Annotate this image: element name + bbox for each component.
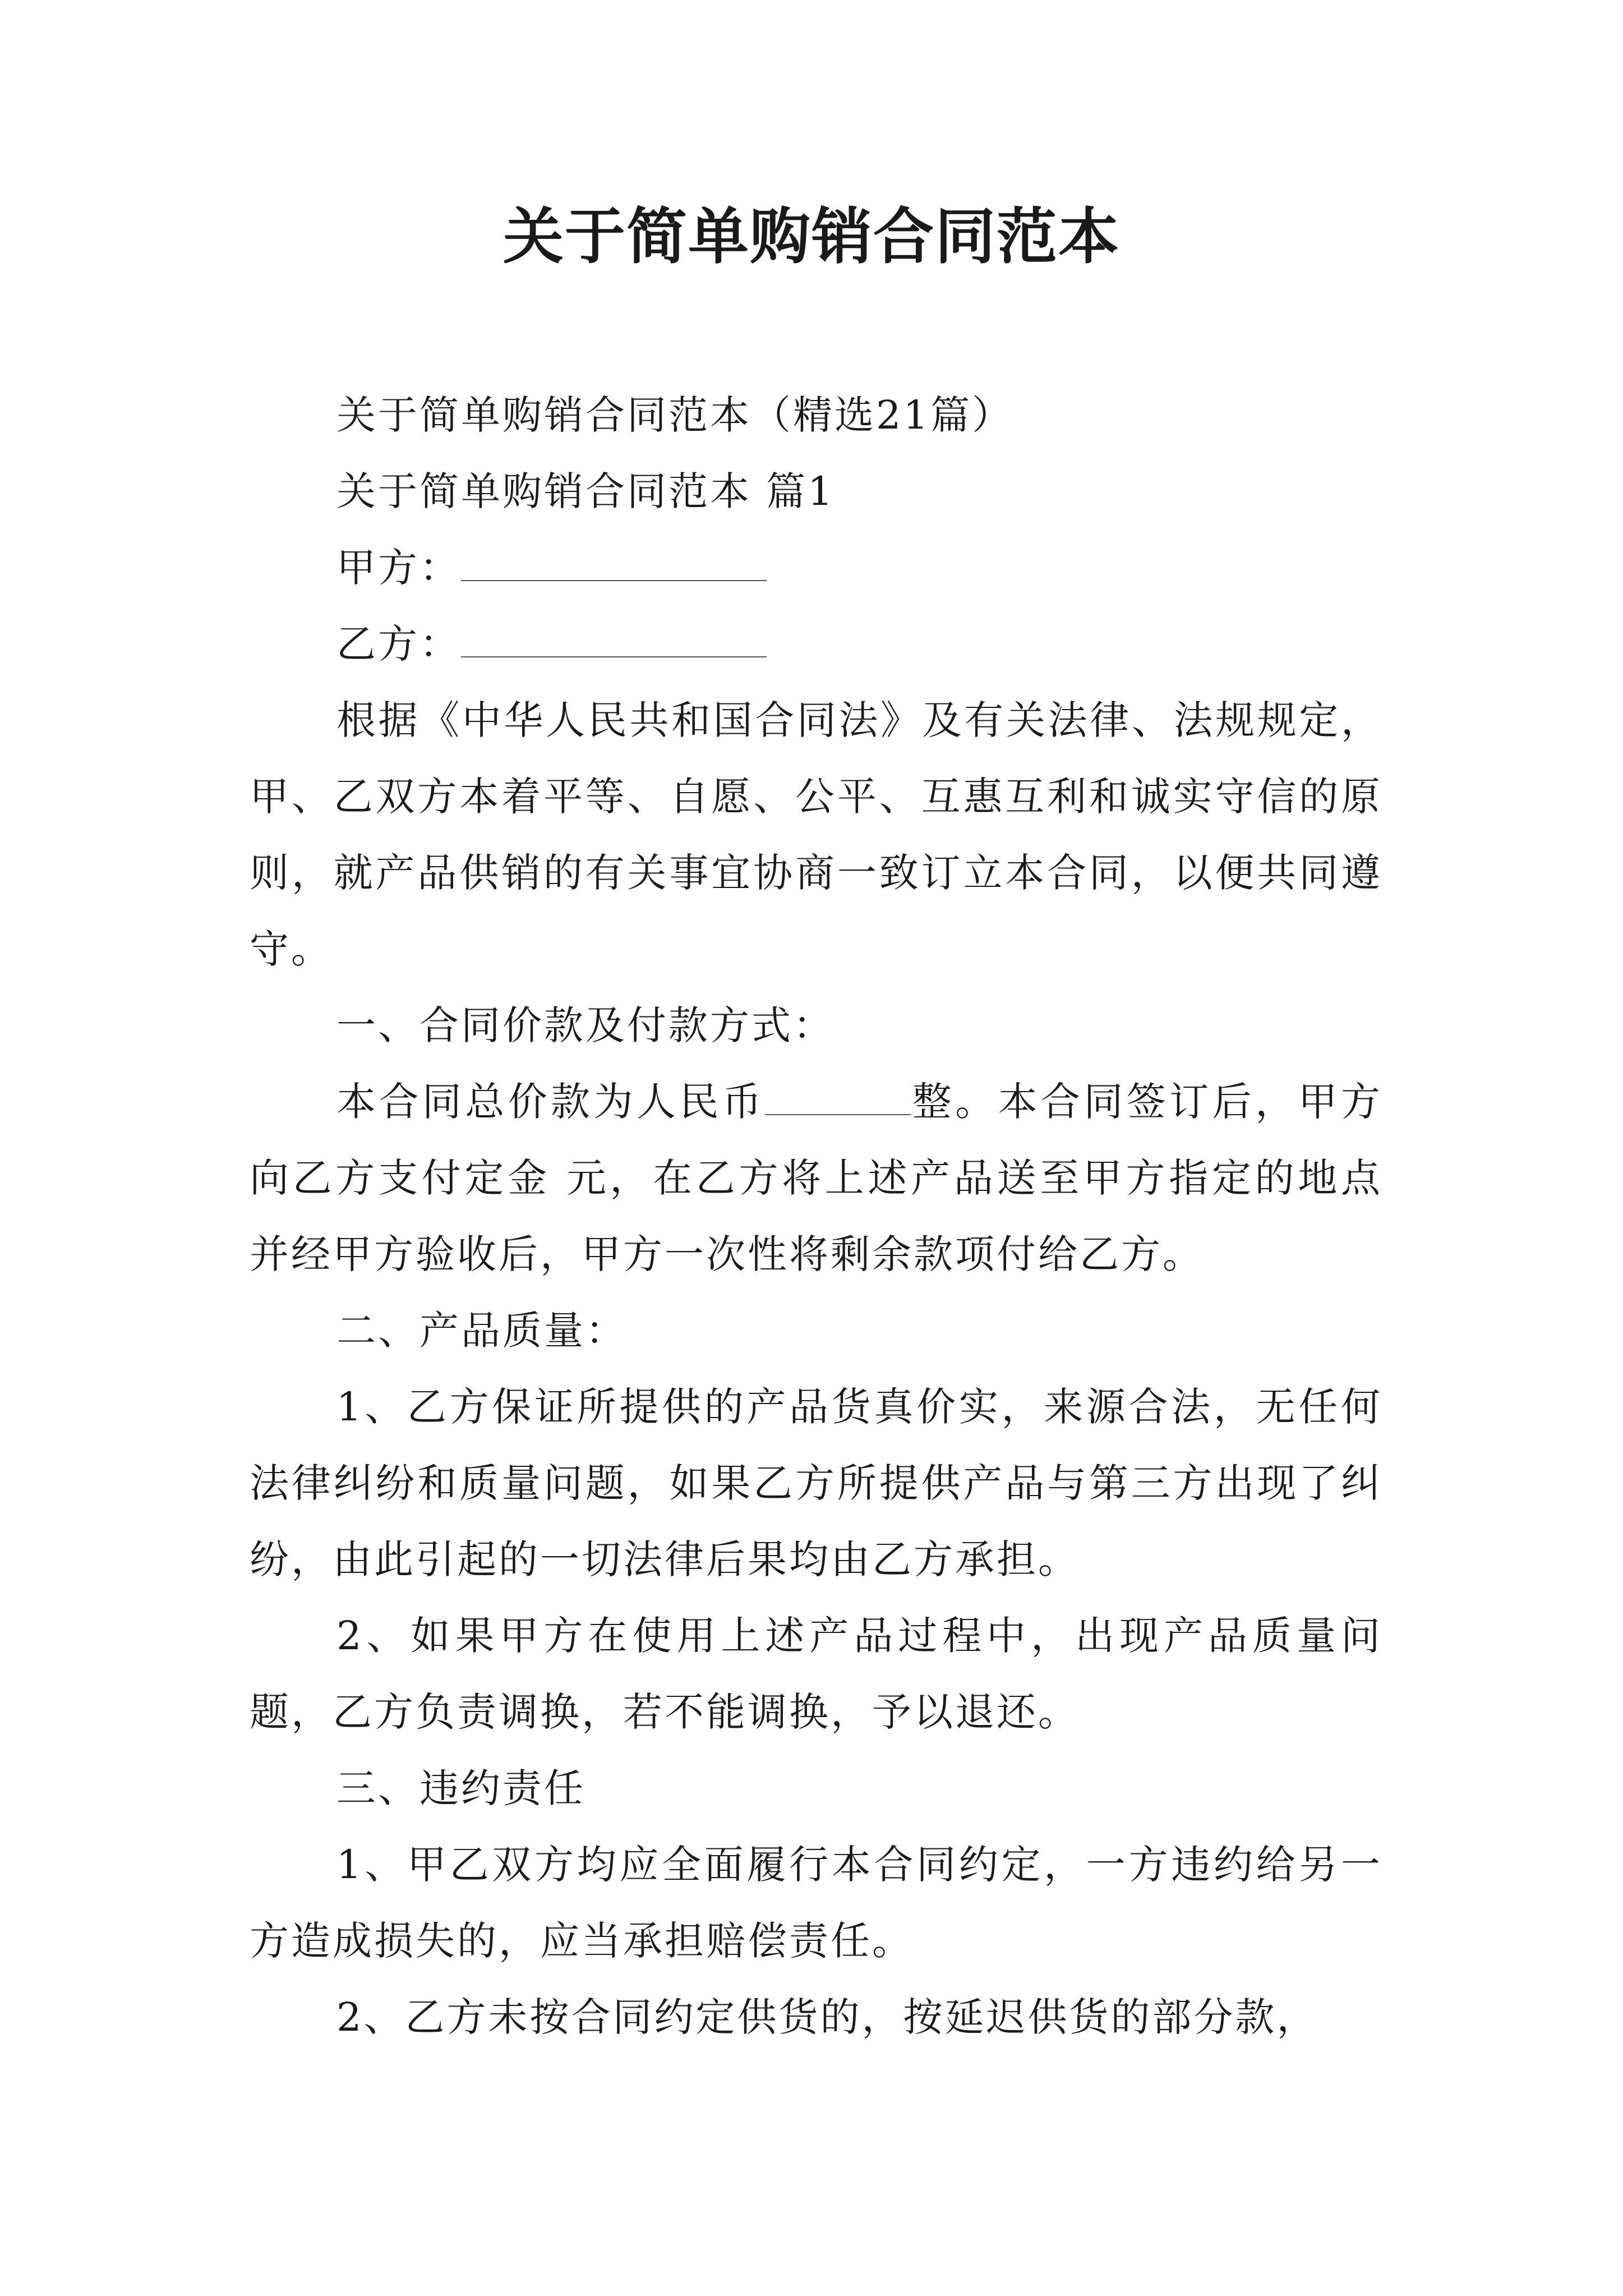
document-title: 关于简单购销合同范本 (502, 201, 1120, 272)
clause1-text-after-blank: 整。本合同签订后，甲方向乙方支付定金 元，在乙方将上述产品送至甲方指定的地点并经甲方验收后，甲方一次性将剩余款项付给乙方。 (250, 1079, 1383, 1277)
document-body (250, 377, 1382, 2055)
section-heading: 关于简单购销合同范本 篇1 (336, 468, 835, 514)
clause3-heading: 三、违约责任 (336, 1765, 585, 1811)
clause1-heading: 一、合同价款及付款方式： (336, 1002, 834, 1048)
party-b-line (250, 606, 1382, 682)
clause2-heading: 二、产品质量： (336, 1308, 627, 1354)
price-blank (765, 1083, 911, 1115)
party-a-line (250, 530, 1382, 606)
clause1-text-before-blank: 本合同总价款为人民币 (336, 1079, 766, 1125)
party-a-blank (461, 549, 767, 581)
party-a-label: 甲方： (336, 545, 461, 591)
clause2-item1: 1、乙方保证所提供的产品货真价实，来源合法，无任何法律纠纷和质量问题，如果乙方所提供产品与第三方出现了纠纷，由此引起的一切法律后果均由乙方承担。 (250, 1384, 1382, 1582)
party-b-blank (461, 625, 767, 657)
clause3-item2: 2、乙方未按合同约定供货的，按延迟供货的部分款， (336, 1994, 1318, 2040)
intro-paragraph: 根据《中华人民共和国合同法》及有关法律、法规规定，甲、乙双方本着平等、自愿、公平、互惠互利和诚实守信的原则，就产品供销的有关事宜协商一致订立本合同，以便共同遵守。 (250, 697, 1382, 972)
document-subtitle: 关于简单购销合同范本（精选21篇） (336, 392, 1014, 438)
clause2-item2: 2、如果甲方在使用上述产品过程中，出现产品质量问题，乙方负责调换，若不能调换，予以退还。 (250, 1613, 1382, 1735)
clause1-paragraph (250, 1064, 1382, 1292)
clause3-item1: 1、甲乙双方均应全面履行本合同约定，一方违约给另一方造成损失的，应当承担赔偿责任。 (250, 1842, 1382, 1964)
party-b-label: 乙方： (336, 621, 461, 667)
